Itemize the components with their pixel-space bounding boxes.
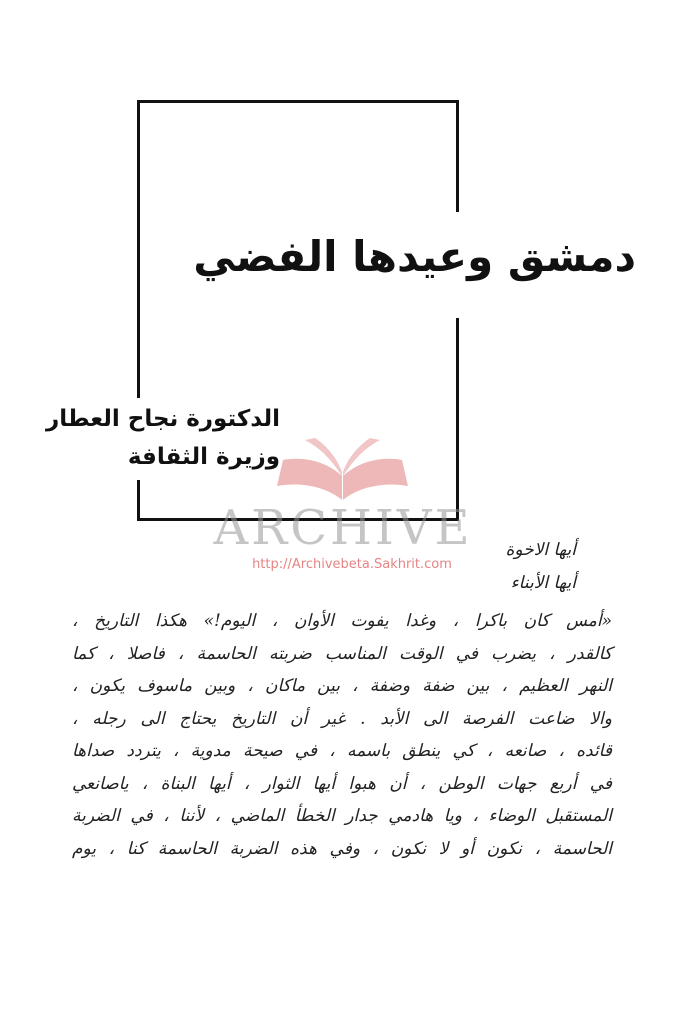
text-line: «أمس كان باكرا ، وغدا يفوت الأوان ، اليوم!» هكذا التاريخ ، <box>72 611 612 631</box>
author-position: وزيرة الثقافة <box>127 444 281 470</box>
article-title: دمشق وعيدها الفضي <box>181 228 646 287</box>
watermark-url: http://Archivebeta.Sakhrit.com <box>252 557 452 572</box>
book-logo-icon <box>275 436 410 504</box>
text-line: النهر العظيم ، بين ضفة وضفة ، بين ماكان ، وبين ماسوف يكون ، <box>72 676 612 696</box>
text-line: قائده ، صانعه ، كي ينطق باسمه ، في صيحة مدوية ، يتردد صداها <box>72 741 612 761</box>
text-line: كالقدر ، يضرب في الوقت المناسب ضربته الحاسمة ، فاصلا ، كما <box>72 643 612 664</box>
salutation-sons: أيها الأبناء <box>510 573 576 593</box>
author-name: الدكتورة نجاح العطار <box>46 406 281 432</box>
text-line: والا ضاعت الفرصة الى الأبد . غير أن التاريخ يحتاج الى رجله ، <box>72 708 612 729</box>
body-paragraph <box>72 605 612 865</box>
watermark-text: ARCHIVE <box>213 500 473 556</box>
author-block <box>40 398 286 480</box>
text-line: الحاسمة ، نكون أو لا نكون ، وفي هذه الضربة الحاسمة كنا ، يوم <box>72 838 612 859</box>
salutation-brothers: أيها الاخوة <box>505 540 576 560</box>
text-line: في أربع جهات الوطن ، أن هبوا أيها الثوار ، أيها البناة ، ياصانعي <box>72 773 612 794</box>
text-line: المستقبل الوضاء ، ويا هادمي جدار الخطأ الماضي ، لأننا ، في الضربة <box>72 806 612 826</box>
